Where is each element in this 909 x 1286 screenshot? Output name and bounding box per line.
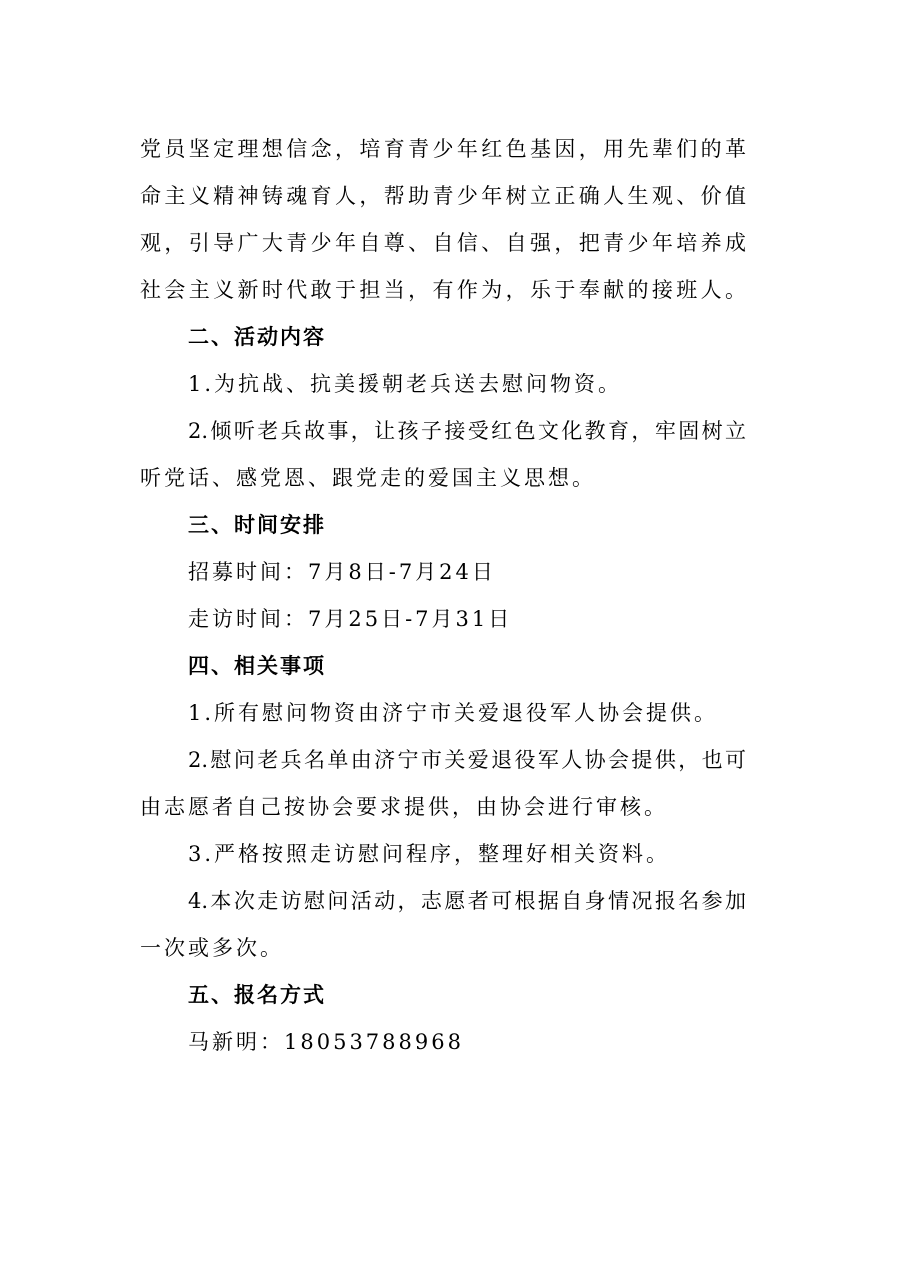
- paragraph-line: 听党话、感党恩、跟党走的爱国主义思想。: [140, 466, 596, 490]
- visit-time: 走访时间：7月25日-7月31日: [188, 607, 513, 631]
- list-item: 2.倾听老兵故事，让孩子接受红色文化教育，牢固树立: [188, 419, 746, 443]
- paragraph-line: 党员坚定理想信念，培育青少年红色基因，用先辈们的革: [140, 137, 746, 161]
- paragraph-line: 一次或多次。: [140, 936, 284, 960]
- list-item: 1.所有慰问物资由济宁市关爱退役军人协会提供。: [188, 701, 719, 725]
- section-heading-registration: 五、报名方式: [188, 983, 326, 1007]
- section-heading-activity-content: 二、活动内容: [188, 325, 326, 349]
- list-item: 3.严格按照走访慰问程序，整理好相关资料。: [188, 842, 671, 866]
- section-heading-schedule: 三、时间安排: [188, 513, 326, 537]
- paragraph-line: 观，引导广大青少年自尊、自信、自强，把青少年培养成: [140, 231, 746, 255]
- section-heading-related-matters: 四、相关事项: [188, 654, 326, 678]
- list-item: 4.本次走访慰问活动，志愿者可根据自身情况报名参加: [188, 889, 746, 913]
- document-body: [140, 126, 770, 1066]
- paragraph-line: 由志愿者自己按协会要求提供，由协会进行审核。: [140, 795, 668, 819]
- paragraph-line: 命主义精神铸魂育人，帮助青少年树立正确人生观、价值: [140, 184, 746, 208]
- paragraph-line: 社会主义新时代敢于担当，有作为，乐于奉献的接班人。: [140, 278, 746, 302]
- recruit-time: 招募时间：7月8日-7月24日: [188, 560, 496, 584]
- contact-info: 马新明：18053788968: [188, 1030, 464, 1054]
- list-item: 1.为抗战、抗美援朝老兵送去慰问物资。: [188, 372, 623, 396]
- list-item: 2.慰问老兵名单由济宁市关爱退役军人协会提供，也可: [188, 748, 746, 772]
